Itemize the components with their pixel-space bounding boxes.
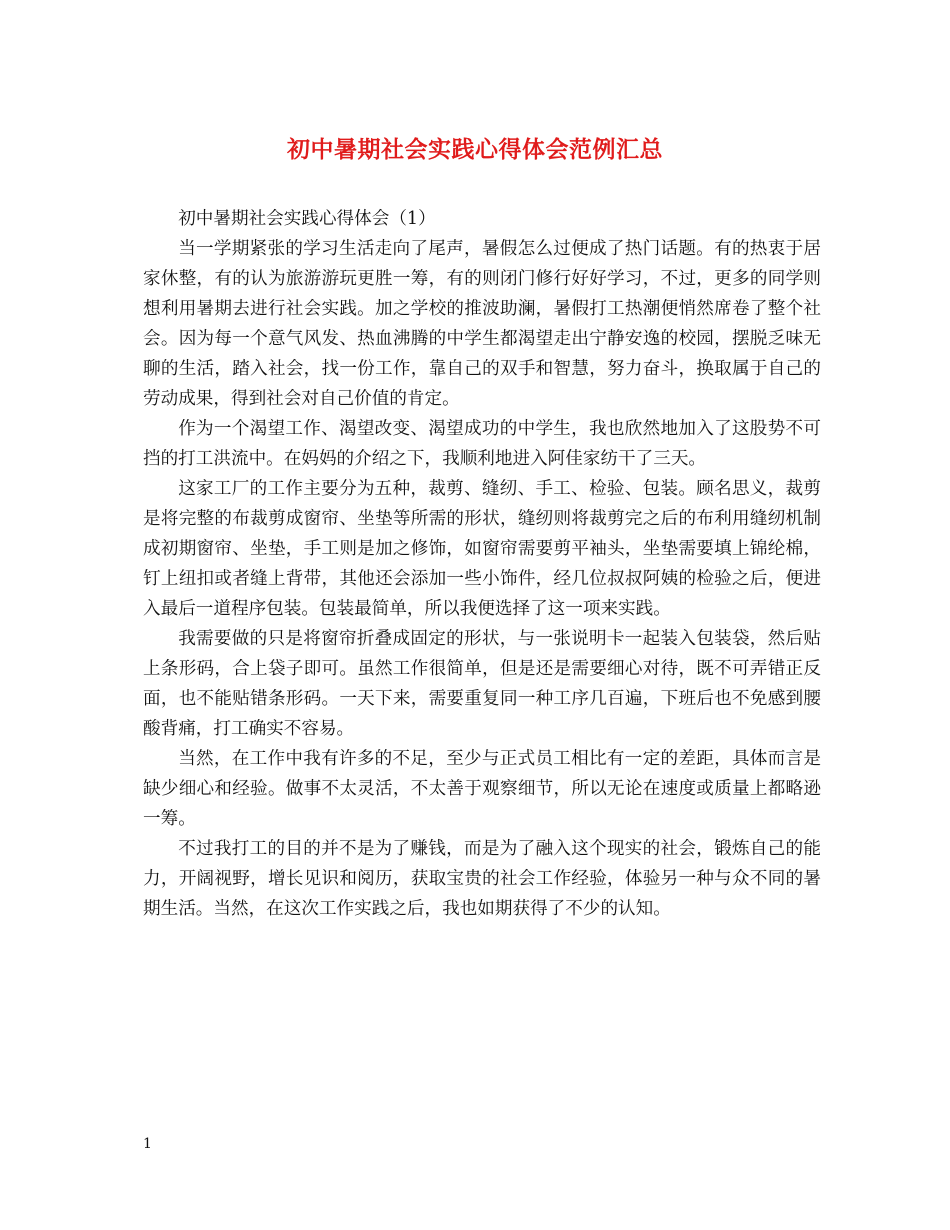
document-title: 初中暑期社会实践心得体会范例汇总 bbox=[287, 136, 663, 163]
paragraph: 当一学期紧张的学习生活走向了尾声，暑假怎么过便成了热门话题。有的热衷于居家休整，有的认为旅游游玩更胜一筹，有的则闭门修行好好学习，不过，更多的同学则想利用暑期去进行社会实践。加之学校的推波助澜，暑假打工热潮便悄然席卷了整个社会。因为每一个意气风发、热血沸腾的中学生都渴望走出宁静安逸的校园，摆脱乏味无聊的生活，踏入社会，找一份工作，靠自己的双手和智慧，努力奋斗，换取属于自己的劳动成果，得到社会对自己价值的肯定。 bbox=[143, 239, 821, 409]
paragraph: 作为一个渴望工作、渴望改变、渴望成功的中学生，我也欣然地加入了这股势不可挡的打工洪流中。在妈妈的介绍之下，我顺利地进入阿佳家纺干了三天。 bbox=[143, 419, 821, 469]
paragraph: 不过我打工的目的并不是为了赚钱，而是为了融入这个现实的社会，锻炼自己的能力，开阔视野，增长见识和阅历，获取宝贵的社会工作经验，体验另一种与众不同的暑期生活。当然，在这次工作实践之后，我也如期获得了不少的认知。 bbox=[143, 839, 821, 919]
paragraph-heading: 初中暑期社会实践心得体会（1） bbox=[178, 209, 436, 229]
page-number: 1 bbox=[143, 1136, 152, 1152]
document-body bbox=[143, 204, 821, 924]
paragraph: 这家工厂的工作主要分为五种，裁剪、缝纫、手工、检验、包装。顾名思义，裁剪是将完整的布裁剪成窗帘、坐垫等所需的形状，缝纫则将裁剪完之后的布利用缝纫机制成初期窗帘、坐垫，手工则是加之修饰，如窗帘需要剪平袖头，坐垫需要填上锦纶棉，钉上纽扣或者缝上背带，其他还会添加一些小饰件，经几位叔叔阿姨的检验之后，便进入最后一道程序包装。包装最简单，所以我便选择了这一项来实践。 bbox=[143, 479, 821, 619]
paragraph: 我需要做的只是将窗帘折叠成固定的形状，与一张说明卡一起装入包装袋，然后贴上条形码，合上袋子即可。虽然工作很简单，但是还是需要细心对待，既不可弄错正反面，也不能贴错条形码。一天下来，需要重复同一种工序几百遍，下班后也不免感到腰酸背痛，打工确实不容易。 bbox=[143, 629, 821, 739]
paragraph: 当然，在工作中我有许多的不足，至少与正式员工相比有一定的差距，具体而言是缺少细心和经验。做事不太灵活，不太善于观察细节，所以无论在速度或质量上都略逊一筹。 bbox=[143, 749, 821, 829]
